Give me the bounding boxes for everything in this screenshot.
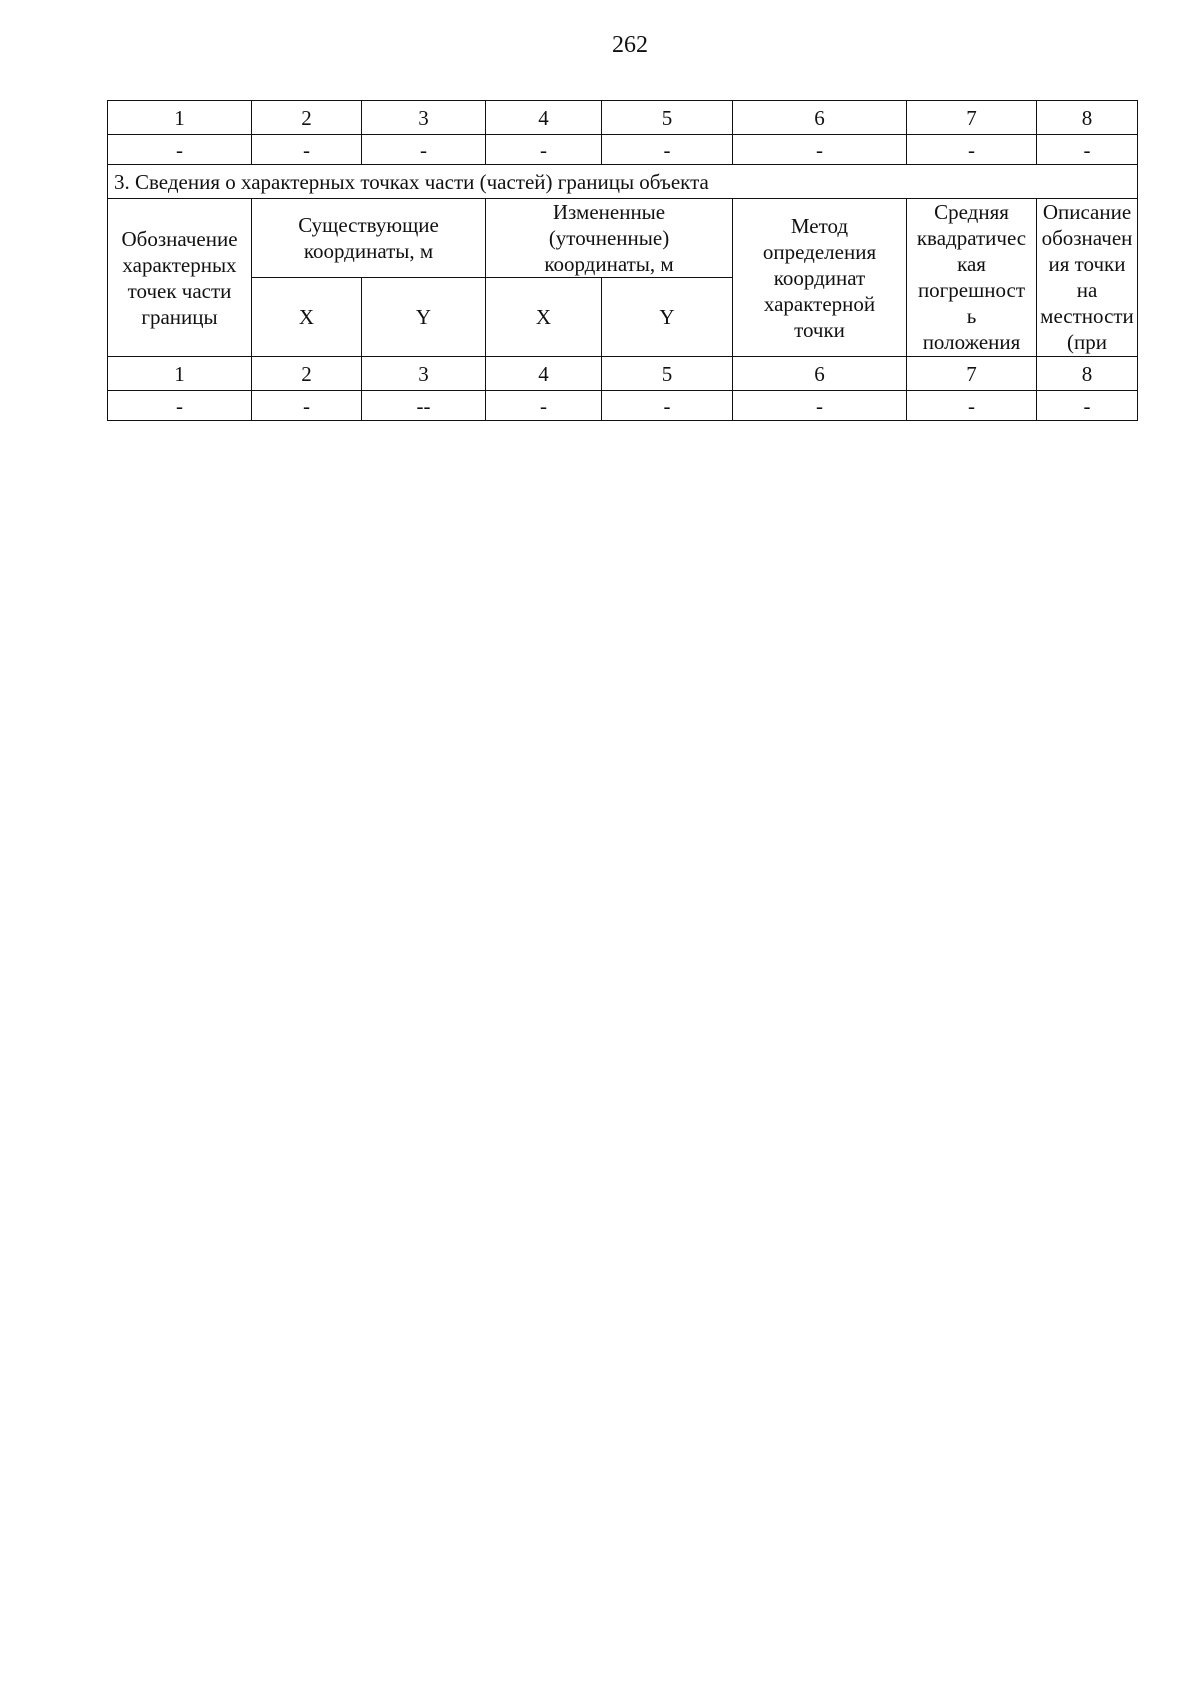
table-cell: - <box>108 391 252 421</box>
section-title: 3. Сведения о характерных точках части (частей) границы объекта <box>108 165 1138 199</box>
column-number: 2 <box>252 357 362 391</box>
column-number: 7 <box>907 101 1037 135</box>
bottom-dash-row <box>108 391 1138 421</box>
column-number: 3 <box>362 101 486 135</box>
characteristic-points-table <box>107 100 1138 421</box>
header-method: Метод определения координат характерной точки <box>733 199 907 357</box>
header-changed-coords: Измененные (уточненные) координаты, м <box>486 199 733 278</box>
table-cell: - <box>733 391 907 421</box>
table-cell: - <box>108 135 252 165</box>
table-cell: - <box>1037 391 1138 421</box>
column-number: 5 <box>602 101 733 135</box>
column-number: 6 <box>733 357 907 391</box>
header-x-changed: X <box>486 278 602 357</box>
column-number: 6 <box>733 101 907 135</box>
table-cell: - <box>486 135 602 165</box>
column-number: 7 <box>907 357 1037 391</box>
table-cell: -- <box>362 391 486 421</box>
column-number: 5 <box>602 357 733 391</box>
header-description: Описание обозначен ия точки на местности (при <box>1037 199 1138 357</box>
header-y-changed: Y <box>602 278 733 357</box>
header-designation: Обозначение характерных точек части границы <box>108 199 252 357</box>
column-number: 4 <box>486 357 602 391</box>
bottom-column-numbers-row <box>108 357 1138 391</box>
table-cell: - <box>907 391 1037 421</box>
section-title-row <box>108 165 1138 199</box>
header-y-existing: Y <box>362 278 486 357</box>
table-cell: - <box>602 391 733 421</box>
page-number: 262 <box>612 32 648 58</box>
table-cell: - <box>486 391 602 421</box>
column-number: 3 <box>362 357 486 391</box>
header-mean-error: Средняя квадратичес кая погрешност ь положения <box>907 199 1037 357</box>
column-number: 8 <box>1037 357 1138 391</box>
top-column-numbers-row <box>108 101 1138 135</box>
column-number: 2 <box>252 101 362 135</box>
table-cell: - <box>252 135 362 165</box>
table-cell: - <box>733 135 907 165</box>
table-cell: - <box>1037 135 1138 165</box>
header-x-existing: X <box>252 278 362 357</box>
table-cell: - <box>252 391 362 421</box>
top-dash-row <box>108 135 1138 165</box>
column-number: 8 <box>1037 101 1138 135</box>
column-number: 1 <box>108 357 252 391</box>
column-number: 4 <box>486 101 602 135</box>
table-cell: - <box>362 135 486 165</box>
table-cell: - <box>907 135 1037 165</box>
column-number: 1 <box>108 101 252 135</box>
header-row-1 <box>108 199 1138 278</box>
table-cell: - <box>602 135 733 165</box>
header-existing-coords: Существующие координаты, м <box>252 199 486 278</box>
